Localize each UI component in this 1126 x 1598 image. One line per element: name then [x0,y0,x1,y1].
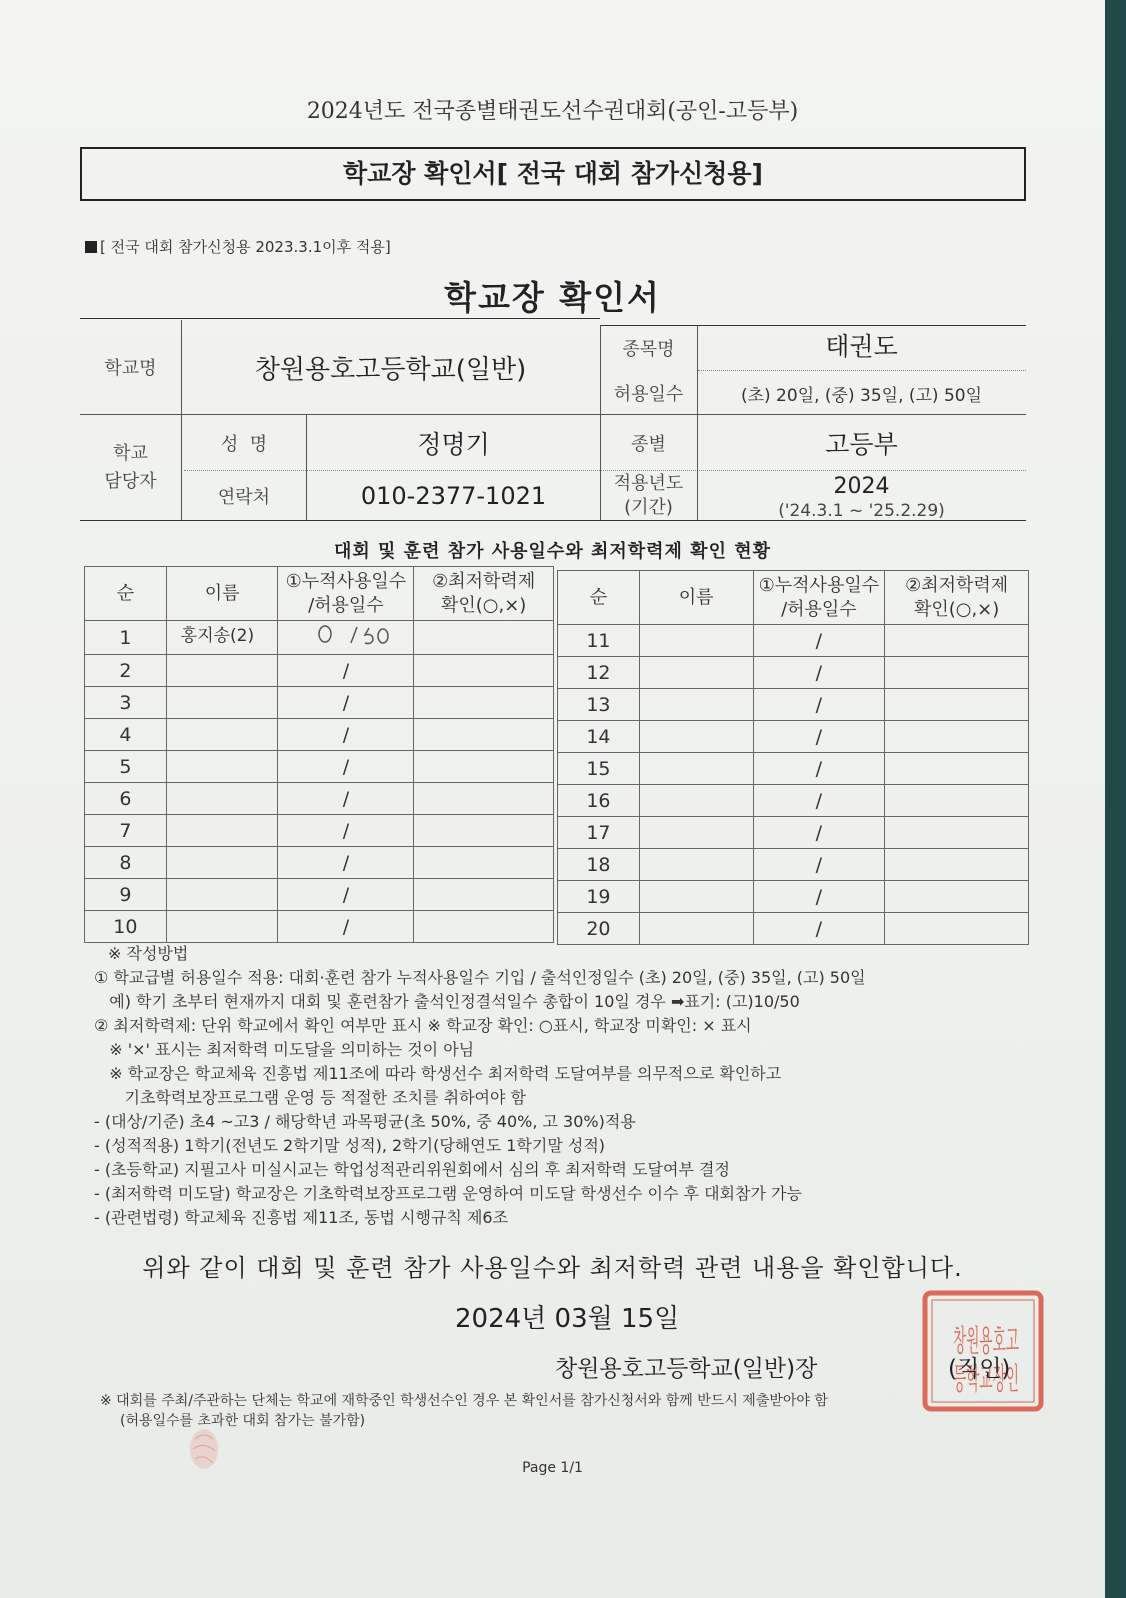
row-no: 8 [85,847,167,879]
row-days: / [278,687,414,719]
row-no: 14 [558,721,640,753]
row-days: / [753,689,885,721]
instruction-line: - (대상/기준) 초4 ~고3 / 해당학년 과목평균(초 50%, 중 40%, 고 30%)적용 [94,1112,636,1131]
table-row [558,849,1029,881]
row-no: 15 [558,753,640,785]
form-title-box: 학교장 확인서[ 전국 대회 참가신청용] [80,147,1026,201]
status-table-left [84,566,554,943]
row-days: / [278,655,414,687]
header-name: 이름 [166,567,278,621]
row-name [166,719,278,751]
row-name [166,751,278,783]
instruction-line: 예) 학기 초부터 현재까지 대회 및 훈련참가 출석인정결석일수 총합이 10일 경우 ➡표기: (고)10/50 [94,992,800,1011]
info-top-rule [80,318,600,319]
row-name [166,687,278,719]
row-days: / [753,721,885,753]
row-name [639,849,753,881]
instruction-line: ※ '×' 표시는 최저학력 미도달을 의미하는 것이 아님 [94,1040,475,1059]
row-name [639,913,753,945]
info-dotted-rule [698,370,1026,371]
row-days: / [278,783,414,815]
row-no: 9 [85,879,167,911]
row-name: 홍지송(2) [166,621,278,655]
manager-name-value: 정명기 [417,429,490,459]
instruction-line: 기초학력보장프로그램 운영 등 적절한 조치를 취하여야 함 [94,1088,526,1107]
notice-text: [ 전국 대회 참가신청용 2023.3.1이후 적용] [100,238,391,256]
table-row [85,783,554,815]
allowed-days-value: (초) 20일, (중) 35일, (고) 50일 [740,385,983,406]
row-no: 19 [558,881,640,913]
table-row [558,817,1029,849]
row-name [639,689,753,721]
row-no: 10 [85,911,167,943]
row-min [885,785,1029,817]
row-days: / [753,657,885,689]
table-row [558,913,1029,945]
page-number: Page 1/1 [522,1460,583,1476]
row-no: 11 [558,625,640,657]
row-name [166,911,278,943]
row-name [166,815,278,847]
row-min [414,911,554,943]
instruction-line: - (성적적용) 1학기(전년도 2학기말 성적), 2학기(당해연도 1학기말 성적) [94,1136,606,1155]
row-days: / [753,881,885,913]
event-title: 2024년도 전국종별태권도선수권대회(공인-고등부) [306,99,799,124]
row-min [414,783,554,815]
row-days: / [278,911,414,943]
row-no: 17 [558,817,640,849]
row-name [166,783,278,815]
row-days: / [278,879,414,911]
category-label: 종별 [631,433,666,455]
row-min [885,657,1029,689]
issue-date: 2024년 03월 15일 [455,1304,680,1334]
row-min [885,753,1029,785]
row-min [414,687,554,719]
header-no: 순 [558,571,640,625]
row-name [639,817,753,849]
row-min [885,721,1029,753]
table-title: 대회 및 훈련 참가 사용일수와 최저학력제 확인 현황 [333,541,771,562]
row-days: / [278,815,414,847]
row-name [166,847,278,879]
principal-signature-line: 창원용호고등학교(일반)장 [555,1356,818,1382]
table-row [85,879,554,911]
row-days: / [753,785,885,817]
row-days: / [278,847,414,879]
row-no: 18 [558,849,640,881]
header-min: ②최저학력제 확인(○,×) [414,567,554,621]
name-label: 성 명 [220,433,268,455]
row-name [639,753,753,785]
row-min [885,881,1029,913]
row-name [639,881,753,913]
year-label: 적용년도 (기간) [613,472,684,518]
status-table-right [557,570,1029,945]
header-days: ①누적사용일수 /허용일수 [753,571,885,625]
row-name [639,785,753,817]
row-min [414,719,554,751]
confirmation-statement: 위와 같이 대회 및 훈련 참가 사용일수와 최저학력 관련 내용을 확인합니다. [142,1254,963,1282]
header-no: 순 [85,567,167,621]
row-name [639,721,753,753]
instruction-line: ① 학교급별 허용일수 적용: 대회·훈련 참가 누적사용일수 기입 / 출석인정일수 (초) 20일, (중) 35일, (고) 50일 [94,968,866,987]
row-name [639,657,753,689]
row-no: 2 [85,655,167,687]
row-days: / [753,913,885,945]
event-value: 태권도 [825,332,898,361]
header-name: 이름 [639,571,753,625]
row-days: / [753,849,885,881]
event-label: 종목명 [622,338,675,360]
table-row [558,657,1029,689]
table-row [85,655,554,687]
header-days: ①누적사용일수 /허용일수 [278,567,414,621]
school-value: 창원용호고등학교(일반) [254,354,527,385]
row-days-handwritten [278,621,414,655]
footnote-line: ※ 대회를 주최/주관하는 단체는 학교에 재학중인 학생선수인 경우 본 확인서를 참가신청서와 함께 반드시 제출받아야 함 [100,1393,828,1409]
row-no: 5 [85,751,167,783]
row-min [885,913,1029,945]
row-no: 7 [85,815,167,847]
row-no: 16 [558,785,640,817]
year-value: 2024 [833,473,890,499]
instruction-line: ※ 학교장은 학교체육 진흥법 제11조에 따라 학생선수 최저학력 도달여부를 의무적으로 확인하고 [94,1064,782,1083]
phone-value: 010-2377-1021 [360,481,547,510]
row-no: 12 [558,657,640,689]
footnote [100,1391,1030,1431]
table-row [85,847,554,879]
table-row [558,721,1029,753]
table-row [85,911,554,943]
row-days: / [753,625,885,657]
table-row [85,621,554,655]
row-min [885,817,1029,849]
row-min [414,621,554,655]
instruction-heading: ※ 작성방법 [108,944,189,963]
row-days: / [278,751,414,783]
row-days: / [278,719,414,751]
school-label: 학교명 [104,358,157,379]
row-min [885,625,1029,657]
row-days: / [753,753,885,785]
table-row [558,881,1029,913]
header-min: ②최저학력제 확인(○,×) [885,571,1029,625]
row-no: 13 [558,689,640,721]
row-min [414,815,554,847]
table-row [85,751,554,783]
seal-text-top: 창원용호고 [953,1324,1020,1359]
table-row [558,689,1029,721]
instruction-line: - (초등학교) 지필고사 미실시교는 학업성적관리위원회에서 심의 후 최저학력 도달여부 결정 [94,1160,730,1179]
table-row [85,687,554,719]
seal-text-bottom: 등학교장인 [953,1362,1019,1397]
row-no: 4 [85,719,167,751]
row-name [166,655,278,687]
allowed-days-label: 허용일수 [613,384,684,405]
row-min [414,847,554,879]
main-title: 학교장 확인서 [444,278,661,317]
row-min [885,849,1029,881]
category-value: 고등부 [825,429,898,459]
table-row [558,753,1029,785]
handwritten-days-icon [291,621,401,649]
instructions [94,942,1034,1230]
seal-label: (직인) [948,1356,1011,1382]
table-row [85,815,554,847]
footnote-line: (허용일수를 초과한 대회 참가는 불가함) [120,1413,366,1429]
square-bullet-icon [85,241,97,253]
instruction-line: - (최저학력 미도달) 학교장은 기초학력보장프로그램 운영하여 미도달 학생선수 이수 후 대회참가 가능 [94,1184,802,1203]
notice-line [85,236,391,257]
phone-label: 연락처 [217,486,271,508]
row-name [166,879,278,911]
row-no: 6 [85,783,167,815]
period-value: ('24.3.1 ~ '25.2.29) [778,501,945,521]
row-no: 3 [85,687,167,719]
row-min [414,655,554,687]
row-min [414,879,554,911]
instruction-line: ② 최저학력제: 단위 학교에서 확인 여부만 표시 ※ 학교장 확인: ○표시, 학교장 미확인: × 표시 [94,1016,752,1035]
table-row [85,719,554,751]
row-no: 20 [558,913,640,945]
row-min [414,751,554,783]
row-no: 1 [85,621,167,655]
row-name [639,625,753,657]
row-days: / [753,817,885,849]
row-min [885,689,1029,721]
contact-label: 학교 담당자 [104,442,157,492]
instruction-line: - (관련법령) 학교체육 진흥법 제11조, 동법 시행규칙 제6조 [94,1208,509,1227]
table-row [558,785,1029,817]
table-row [558,625,1029,657]
